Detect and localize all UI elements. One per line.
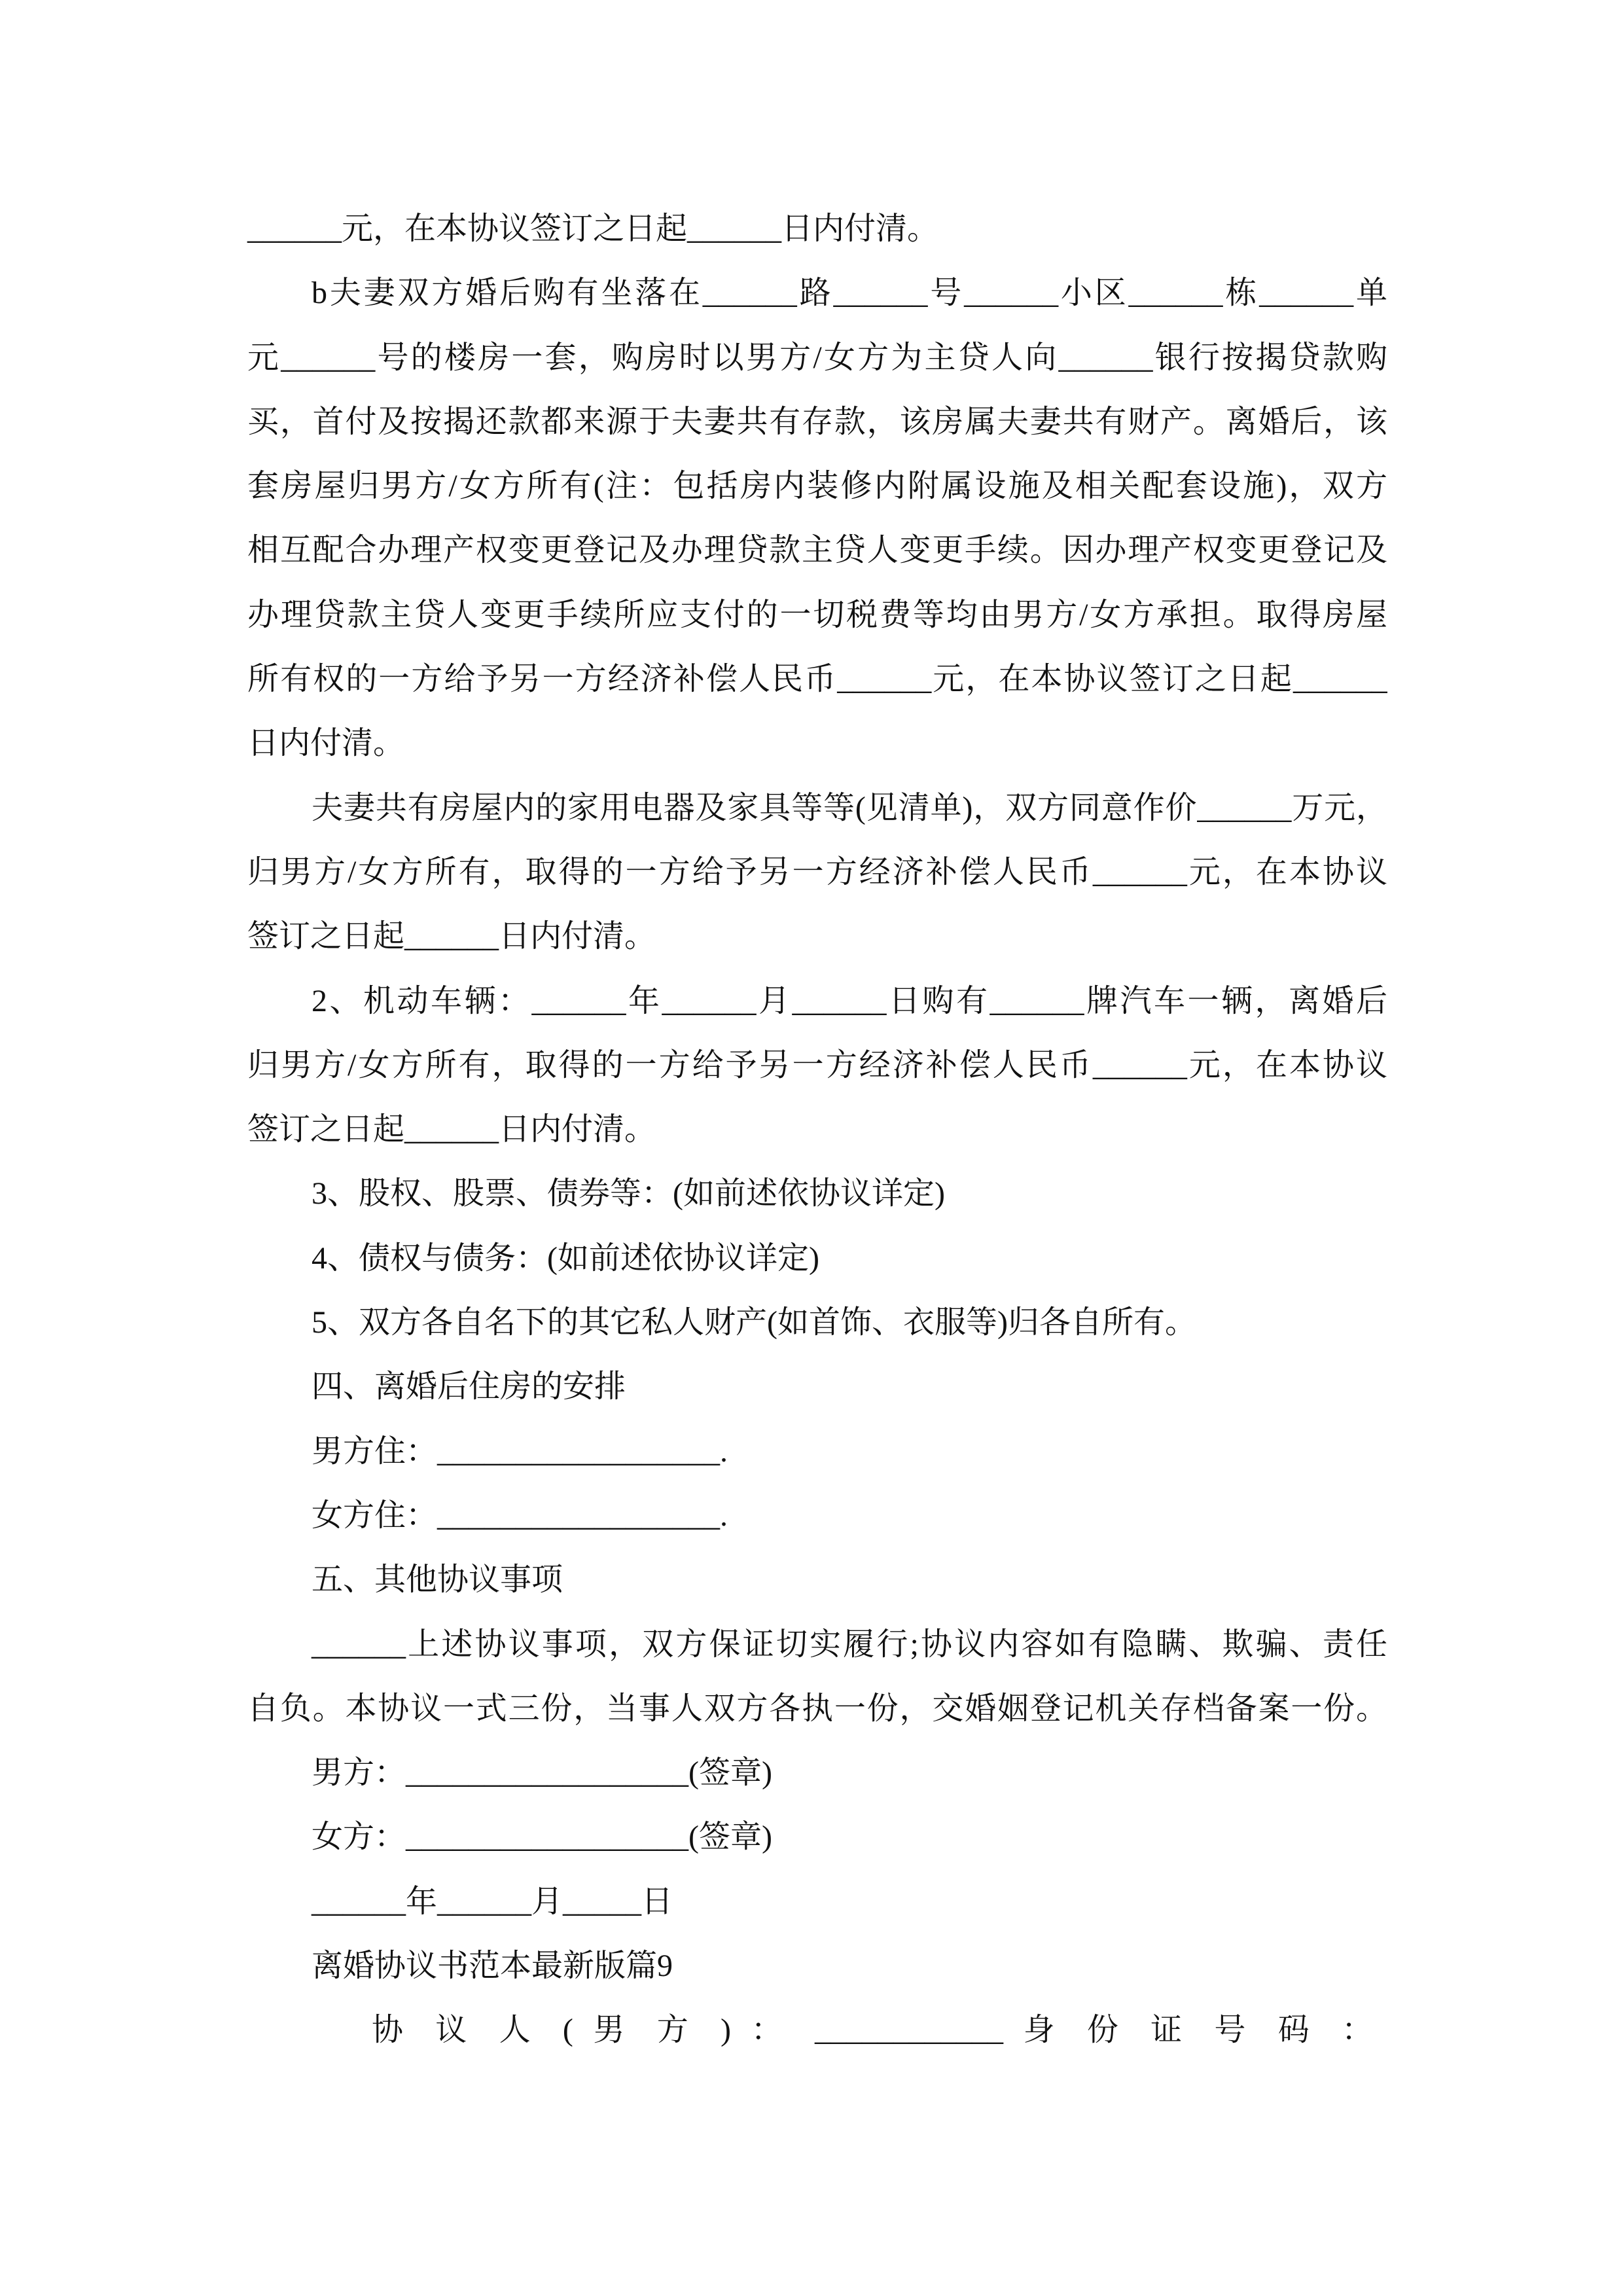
male-residence-line: 男方住：__________________. bbox=[312, 1433, 728, 1469]
text-line: 签订之日起______日内付清。 bbox=[247, 1112, 656, 1147]
text-line: 5、双方各自名下的其它私人财产(如首饰、衣服等)归各自所有。 bbox=[312, 1305, 1196, 1340]
male-signature-line: 男方：__________________(签章) bbox=[312, 1755, 772, 1791]
text-line: 3、股权、股票、债券等：(如前述依协议详定) bbox=[312, 1176, 945, 1211]
female-residence-line: 女方住：__________________. bbox=[312, 1498, 728, 1533]
date-line: ______年______月_____日 bbox=[312, 1884, 673, 1919]
document-page bbox=[247, 197, 1387, 2063]
text-line: 所有权的一方给予另一方经济补偿人民币______元，在本协议签订之日起______ bbox=[247, 662, 1387, 697]
text-line: 2、机动车辆：______年______月______日购有______牌汽车一辆，离婚后 bbox=[312, 983, 1387, 1018]
text-line: ______上述协议事项，双方保证切实履行;协议内容如有隐瞒、欺骗、责任 bbox=[312, 1626, 1387, 1662]
text-line: 4、债权与债务：(如前述依协议详定) bbox=[312, 1240, 819, 1276]
section-heading: 四、离婚后住房的安排 bbox=[312, 1369, 626, 1405]
female-signature-line: 女方：__________________(签章) bbox=[312, 1820, 772, 1855]
text-line: 买，首付及按揭还款都来源于夫妻共有存款，该房属夫妻共有财产。离婚后，该 bbox=[247, 404, 1387, 439]
text-line: b夫妻双方婚后购有坐落在______路______号______小区______栋______单 bbox=[312, 276, 1387, 311]
text-line: 归男方/女方所有，取得的一方给予另一方经济补偿人民币______元，在本协议 bbox=[247, 1047, 1387, 1083]
text-line: 自负。本协议一式三份，当事人双方各执一份，交婚姻登记机关存档备案一份。 bbox=[247, 1691, 1387, 1726]
text-line: 相互配合办理产权变更登记及办理贷款主贷人变更手续。因办理产权变更登记及 bbox=[247, 533, 1387, 568]
section-heading: 五、其他协议事项 bbox=[312, 1562, 563, 1598]
text-line: ______元，在本协议签订之日起______日内付清。 bbox=[247, 211, 939, 246]
text-line: 套房屋归男方/女方所有(注：包括房内装修内附属设施及相关配套设施)，双方 bbox=[247, 469, 1387, 504]
text-line: 夫妻共有房屋内的家用电器及家具等等(见清单)，双方同意作价______万元， bbox=[312, 790, 1387, 825]
text-line: 归男方/女方所有，取得的一方给予另一方经济补偿人民币______元，在本协议 bbox=[247, 854, 1387, 889]
text-line: 日内付清。 bbox=[247, 726, 405, 761]
text-line: 元______号的楼房一套，购房时以男方/女方为主贷人向______银行按揭贷款购 bbox=[247, 340, 1387, 375]
document-title: 离婚协议书范本最新版篇9 bbox=[312, 1948, 673, 1984]
party-male-line: 协 议 人 ( 男 方 ) ： ____________ 身 份 证 号 码 ： bbox=[372, 2013, 1373, 2048]
text-line: 签订之日起______日内付清。 bbox=[247, 919, 656, 954]
text-line: 办理贷款主贷人变更手续所应支付的一切税费等均由男方/女方承担。取得房屋 bbox=[247, 597, 1387, 632]
